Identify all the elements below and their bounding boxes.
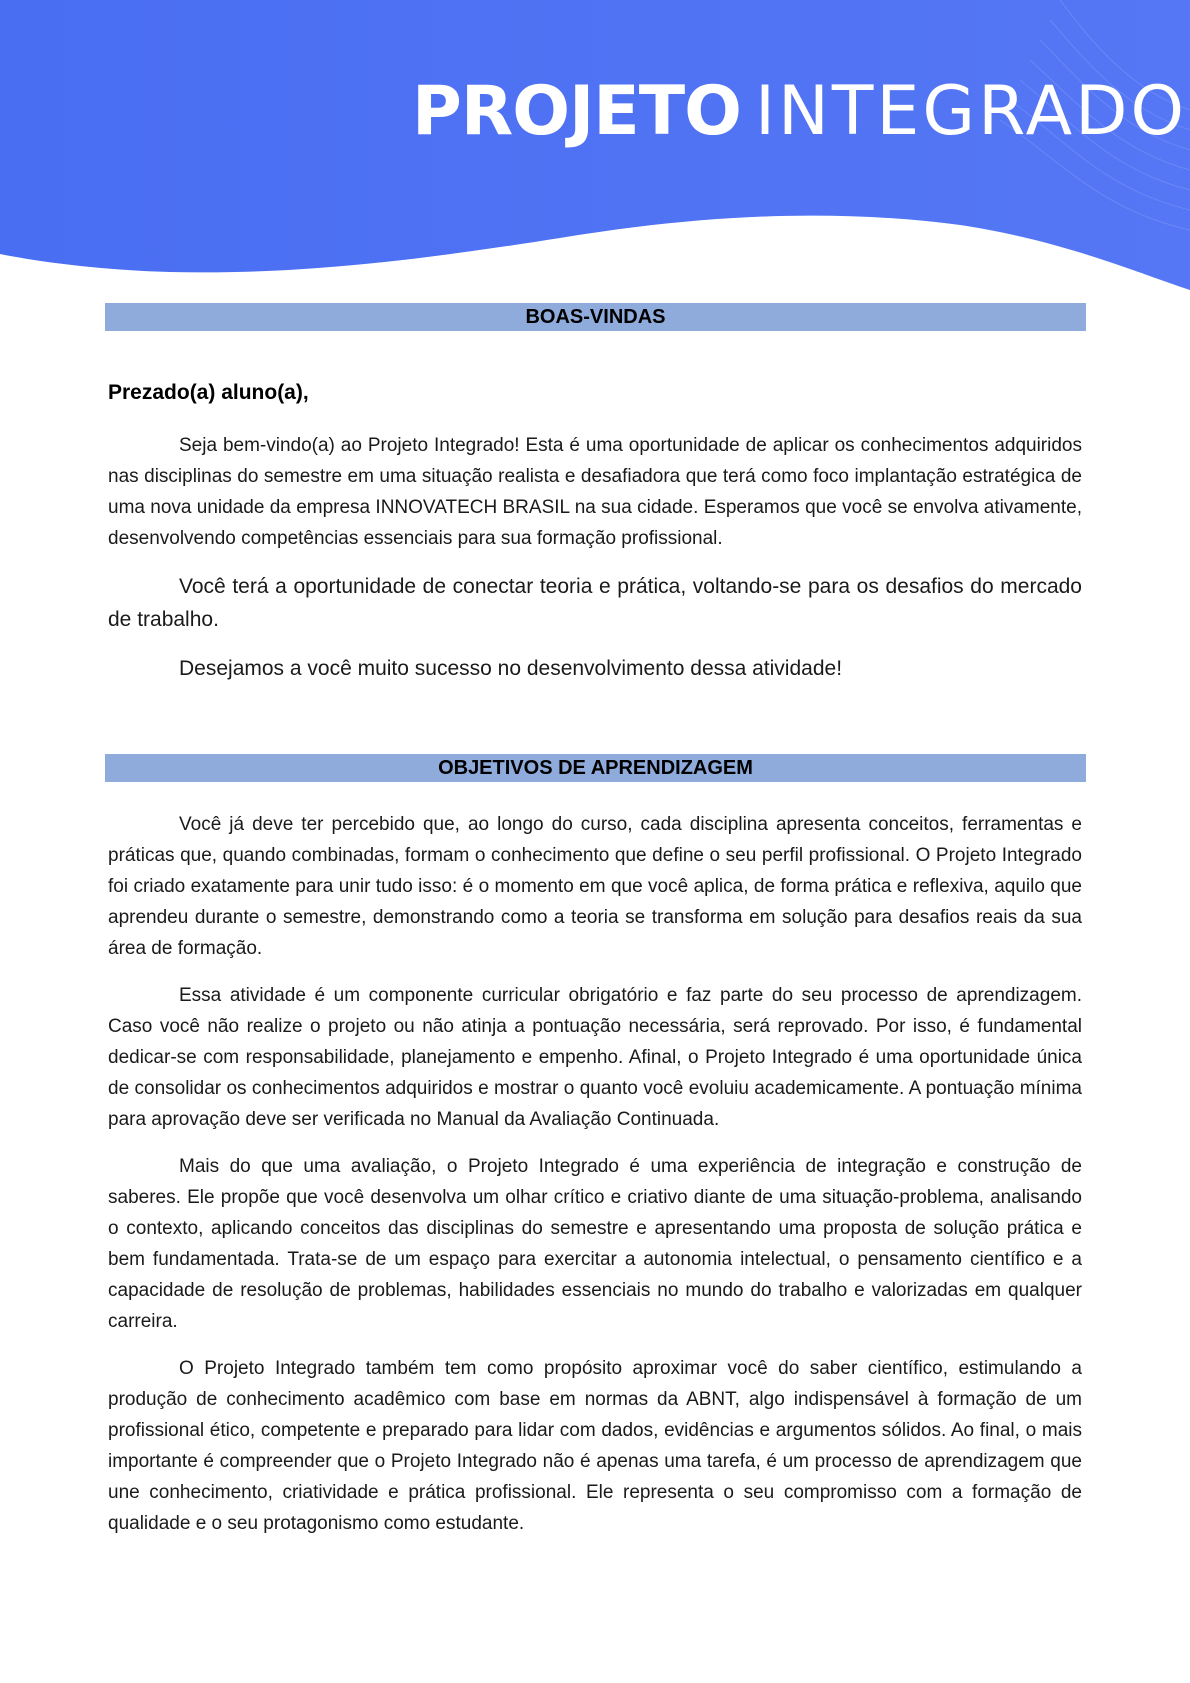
welcome-body (108, 570, 1082, 701)
greeting: Prezado(a) aluno(a), (108, 381, 309, 404)
welcome-paragraph-2: Você terá a oportunidade de conectar teoria e prática, voltando-se para os desafios do mercado de trabalho. (108, 575, 1082, 631)
objectives-paragraph-4: O Projeto Integrado também tem como propósito aproximar você do saber científico, estimulando a produção de conhecimento acadêmico com base em normas da ABNT, algo indispensável à formação de um profissional ético, competente e preparado para lidar com dados, evidências e argumentos sólidos. Ao final, o mais importante é compreender que o Projeto Integrado não é apenas uma tarefa, é um processo de aprendizagem que une conhecimento, criatividade e prática profissional. Ele representa o seu compromisso com a formação de qualidade e o seu protagonismo como estudante. (108, 1358, 1082, 1534)
objectives-paragraph-3: Mais do que uma avaliação, o Projeto Integrado é uma experiência de integração e construção de saberes. Ele propõe que você desenvolva um olhar crítico e criativo diante de uma situação-problema, analisando o contexto, aplicando conceitos das disciplinas do semestre e apresentando uma proposta de solução prática e bem fundamentada. Trata-se de um espaço para exercitar a autonomia intelectual, o pensamento científico e a capacidade de resolução de problemas, habilidades essenciais no mundo do trabalho e valorizadas em qualquer carreira. (108, 1156, 1082, 1332)
title-bold: PROJETO (412, 72, 741, 151)
section-header-objectives: OBJETIVOS DE APRENDIZAGEM (105, 754, 1086, 782)
welcome-paragraph-1: Seja bem-vindo(a) ao Projeto Integrado! Esta é uma oportunidade de aplicar os conhecimentos adquiridos nas disciplinas do semestre em uma situação realista e desafiadora que terá como foco implantação estratégica de uma nova unidade da empresa INNOVATECH BRASIL na sua cidade. Esperamos que você se envolva ativamente, desenvolvendo competências essenciais para sua formação profissional. (108, 435, 1082, 549)
welcome-paragraph-3: Desejamos a você muito sucesso no desenvolvimento dessa atividade! (179, 657, 843, 680)
welcome-intro (108, 430, 1082, 570)
objectives-paragraph-2: Essa atividade é um componente curricular obrigatório e faz parte do seu processo de aprendizagem. Caso você não realize o projeto ou não atinja a pontuação necessária, será reprovado. Por isso, é fundamental dedicar-se com responsabilidade, planejamento e empenho. Afinal, o Projeto Integrado é uma oportunidade única de consolidar os conhecimentos adquiridos e mostrar o quanto você evoluiu academicamente. A pontuação mínima para aprovação deve ser verificada no Manual da Avaliação Continuada. (108, 985, 1082, 1130)
objectives-paragraph-1: Você já deve ter percebido que, ao longo do curso, cada disciplina apresenta conceitos, ferramentas e práticas que, quando combinadas, formam o conhecimento que define o seu perfil profissional. O Projeto Integrado foi criado exatamente para unir tudo isso: é o momento em que você aplica, de forma prática e reflexiva, aquilo que aprendeu durante o semestre, demonstrando como a teoria se transforma em solução para desafios reais da sua área de formação. (108, 814, 1082, 959)
section-header-welcome: BOAS-VINDAS (105, 303, 1086, 331)
title-light: INTEGRADO (754, 72, 1187, 151)
header-banner (0, 0, 1190, 300)
page-title (412, 72, 1187, 151)
objectives-body (108, 809, 1082, 1555)
